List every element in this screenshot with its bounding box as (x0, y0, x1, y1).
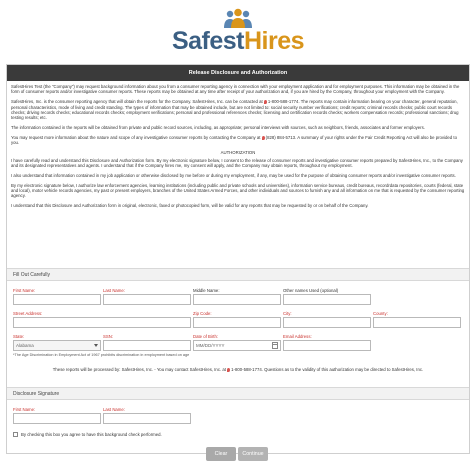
last-name-input[interactable] (103, 294, 191, 305)
street-address-label: Street Address: (13, 311, 43, 316)
authorization-paragraph-4: I understand that this Disclosure and Authorization form in original, electronic, faxed or photocopied form, will be valid for any reports that may be requested by or on behalf of the Company. (11, 203, 369, 209)
signature-last-name-input[interactable] (103, 413, 191, 424)
county-label: County: (373, 311, 388, 316)
date-of-birth-label: Date of Birth: (193, 334, 219, 339)
processed-by-text (7, 367, 469, 373)
disclosure-text (7, 81, 469, 209)
disclosure-paragraph-1: SafestHires Test (the "Company") may request background information about you from a consumer reporting agency in connection with your employment application and for employment purposes. This information may be obtained in the form of consumer reports and/or investigative consumer reports. These reports may be obtained at any time after receipt of your authorization and, if you are hired by the Company, throughout your employment with the Company. (11, 84, 460, 95)
logo-text-hires: Hires (244, 27, 305, 55)
zip-code-label: Zip Code: (193, 311, 212, 316)
phone-icon (264, 100, 267, 104)
date-of-birth-input[interactable] (193, 340, 281, 351)
signature-first-name-input[interactable] (13, 413, 101, 424)
email-address-label: Email Address: (283, 334, 312, 339)
city-label: City: (283, 311, 292, 316)
logo-wordmark (168, 26, 308, 56)
chevron-down-icon (94, 344, 98, 347)
clear-button[interactable]: Clear (206, 447, 236, 461)
disclosure-paragraph-2 (11, 99, 465, 121)
city-input[interactable] (283, 317, 371, 328)
disclosure-p4b: (828) 884-5713. A summary of your rights under the Fair Credit Reporting Act will also be provided to you. (11, 135, 457, 146)
form-container (6, 64, 470, 454)
phone-icon (227, 368, 230, 372)
other-names-input[interactable] (283, 294, 371, 305)
calendar-icon[interactable] (272, 342, 278, 349)
logo-text-safest: Safest (171, 27, 244, 55)
fill-out-section-header: Fill Out Carefully (7, 268, 469, 281)
agree-checkbox-label: By checking this box you agree to have this background check performed. (21, 432, 162, 437)
county-input[interactable] (373, 317, 461, 328)
form-title: Release Disclosure and Authorization (7, 65, 469, 81)
age-discrimination-note: *The Age Discrimination in Employment Act of 1967 prohibits discrimination in employment based on age (13, 353, 190, 357)
authorization-paragraph-1: I have carefully read and understand this Disclosure and Authorization form. By my electronic signature below, I consent to the release of consumer reports and investigative consumer reports prepared by SafestHires, Inc., to the Company and its designated representatives and agents. I understand that if the Company hires me, my consent will apply, and the Company may obtain reports, throughout my employment. (11, 157, 463, 169)
processed-by-text-b: 1-800-588-1774. Questions as to the validity of this authorization may be directed to SafestHires, Inc. (231, 367, 424, 372)
people-icon (222, 8, 254, 28)
authorization-paragraph-2: I also understand that information contained in my job application or otherwise disclosed by me before or during my employment, if any, may be used for the purpose of obtaining consumer reports and/or investigative consumer reports. (11, 172, 456, 178)
safesthires-logo (168, 8, 308, 62)
disclosure-paragraph-3: The information contained in the reports will be obtained from private and public record sources, including, as appropriate; personal interviews with sources, such as neighbors, friends, associates and former employers. (11, 125, 425, 131)
signature-first-name-label: First Name: (13, 407, 36, 412)
continue-button[interactable]: Continue (238, 447, 268, 461)
state-selected-value: Alabama (16, 343, 34, 348)
agree-checkbox[interactable] (13, 432, 18, 437)
ssn-label: SSN: (103, 334, 114, 339)
disclosure-p2b: 1-800-588-1774. The reports may contain information bearing on your character, general reputation, personal characteristics, mode of living and credit standing. The types of information that may be obtained include, but are not limited to: social security number verifications; credit reports; criminal records checks; public court records checks; driving records checks; educational records checks; employment verifications; personal and professional references checks; licensing and certification records checks; workers compensation records; professional sanctions; drug testing results; etc. (11, 99, 459, 121)
street-address-input[interactable] (13, 317, 191, 328)
ssn-input[interactable] (103, 340, 191, 351)
signature-section-header: Disclosure Signature (7, 387, 469, 400)
other-names-label: Other names Used (optional) (283, 288, 339, 293)
phone-icon (262, 136, 265, 140)
first-name-input[interactable] (13, 294, 101, 305)
disclosure-paragraph-4 (11, 135, 465, 146)
disclosure-p2a: SafestHires, Inc. is the consumer reporting agency that will obtain the reports for the Company. SafestHires, Inc. can be contacted at (11, 99, 263, 105)
processed-by-text-a: These reports will be processed by: SafestHires, Inc. - You may contact SafestHires, Inc. at (52, 367, 226, 372)
disclosure-p4a: You may request more information about the nature and scope of any investigative consumer reports by contacting the Company at (11, 135, 261, 141)
zip-code-input[interactable] (193, 317, 281, 328)
state-select[interactable] (13, 340, 101, 351)
middle-name-label: Middle Name: (193, 288, 220, 293)
last-name-label: Last Name: (103, 288, 125, 293)
middle-name-input[interactable] (193, 294, 281, 305)
authorization-heading: AUTHORIZATION (220, 150, 256, 156)
date-of-birth-placeholder: MM/DD/YYYY (196, 343, 225, 348)
email-address-input[interactable] (283, 340, 371, 351)
authorization-paragraph-3: By my electronic signature below, I authorize law enforcement agencies, learning institutions (including public and private schools and universities), information service bureaus, credit bureaus, recordrdata repositories, courts (federal, state and local), motor vehicle records agencies, my past or present employers, branches of the United States Armed Forces, and other individuals and sources to furnish any and all information on me that is requested by the consumer reporting agency. (11, 182, 465, 199)
state-label: State: (13, 334, 25, 339)
first-name-label: First Name: (13, 288, 36, 293)
signature-last-name-label: Last Name: (103, 407, 125, 412)
